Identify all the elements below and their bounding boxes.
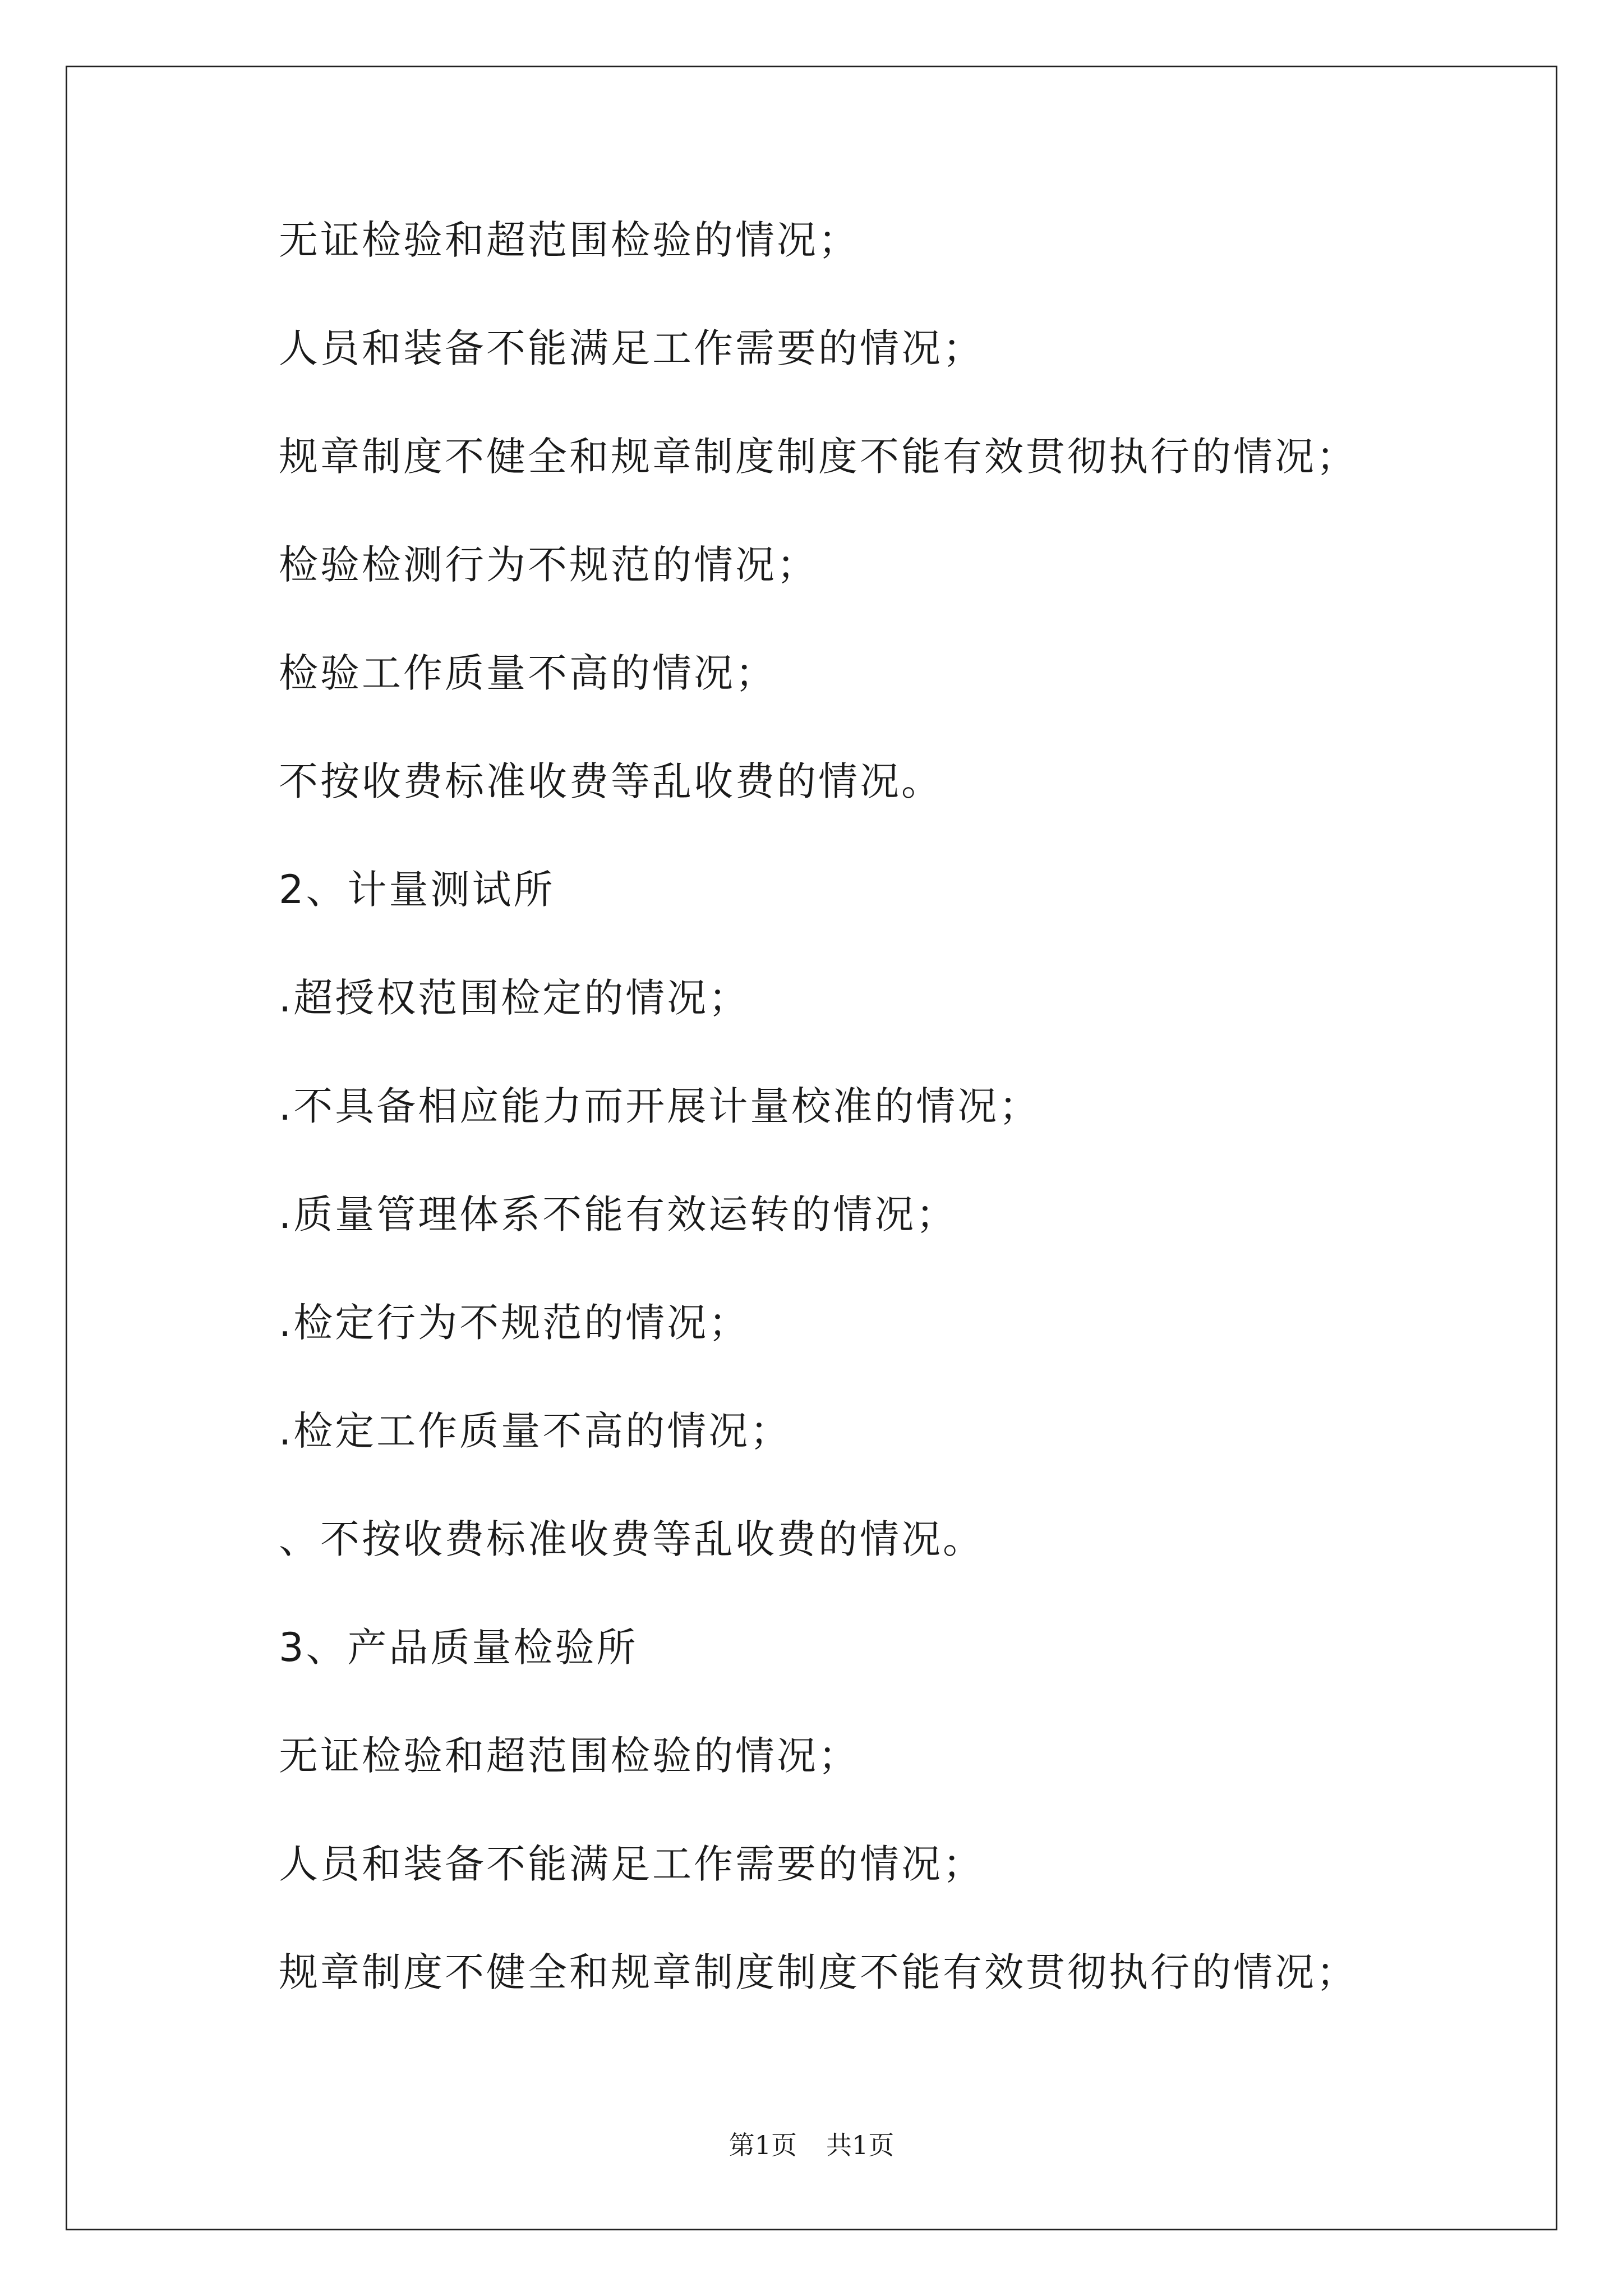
text-line: 无证检验和超范围检验的情况；	[279, 1733, 860, 1779]
document-body	[279, 219, 1513, 2059]
text-line: 、不按收费标准收费等乱收费的情况。	[279, 1516, 984, 1562]
text-line: 不按收费标准收费等乱收费的情况。	[279, 758, 943, 804]
text-line: 检验工作质量不高的情况；	[279, 650, 777, 696]
section-heading: 3、产品质量检验所	[279, 1625, 638, 1671]
text-line: 人员和装备不能满足工作需要的情况；	[279, 1841, 984, 1887]
text-line: .质量管理体系不能有效运转的情况；	[279, 1191, 958, 1237]
section-heading: 2、计量测试所	[279, 867, 555, 913]
page-number-total: 共1页	[826, 2130, 895, 2160]
page-footer	[0, 2129, 1623, 2161]
page-number-current: 第1页	[728, 2130, 797, 2160]
text-line: .检定行为不规范的情况；	[279, 1300, 750, 1346]
text-line: 检验检测行为不规范的情况；	[279, 542, 818, 588]
text-line: 无证检验和超范围检验的情况；	[279, 217, 860, 263]
text-line: .不具备相应能力而开展计量校准的情况；	[279, 1083, 1041, 1129]
text-line: 规章制度不健全和规章制度制度不能有效贯彻执行的情况；	[279, 1949, 1358, 1995]
text-line: .检定工作质量不高的情况；	[279, 1408, 792, 1454]
text-line: .超授权范围检定的情况；	[279, 975, 750, 1021]
text-line: 规章制度不健全和规章制度制度不能有效贯彻执行的情况；	[279, 434, 1358, 480]
text-line: 人员和装备不能满足工作需要的情况；	[279, 325, 984, 371]
